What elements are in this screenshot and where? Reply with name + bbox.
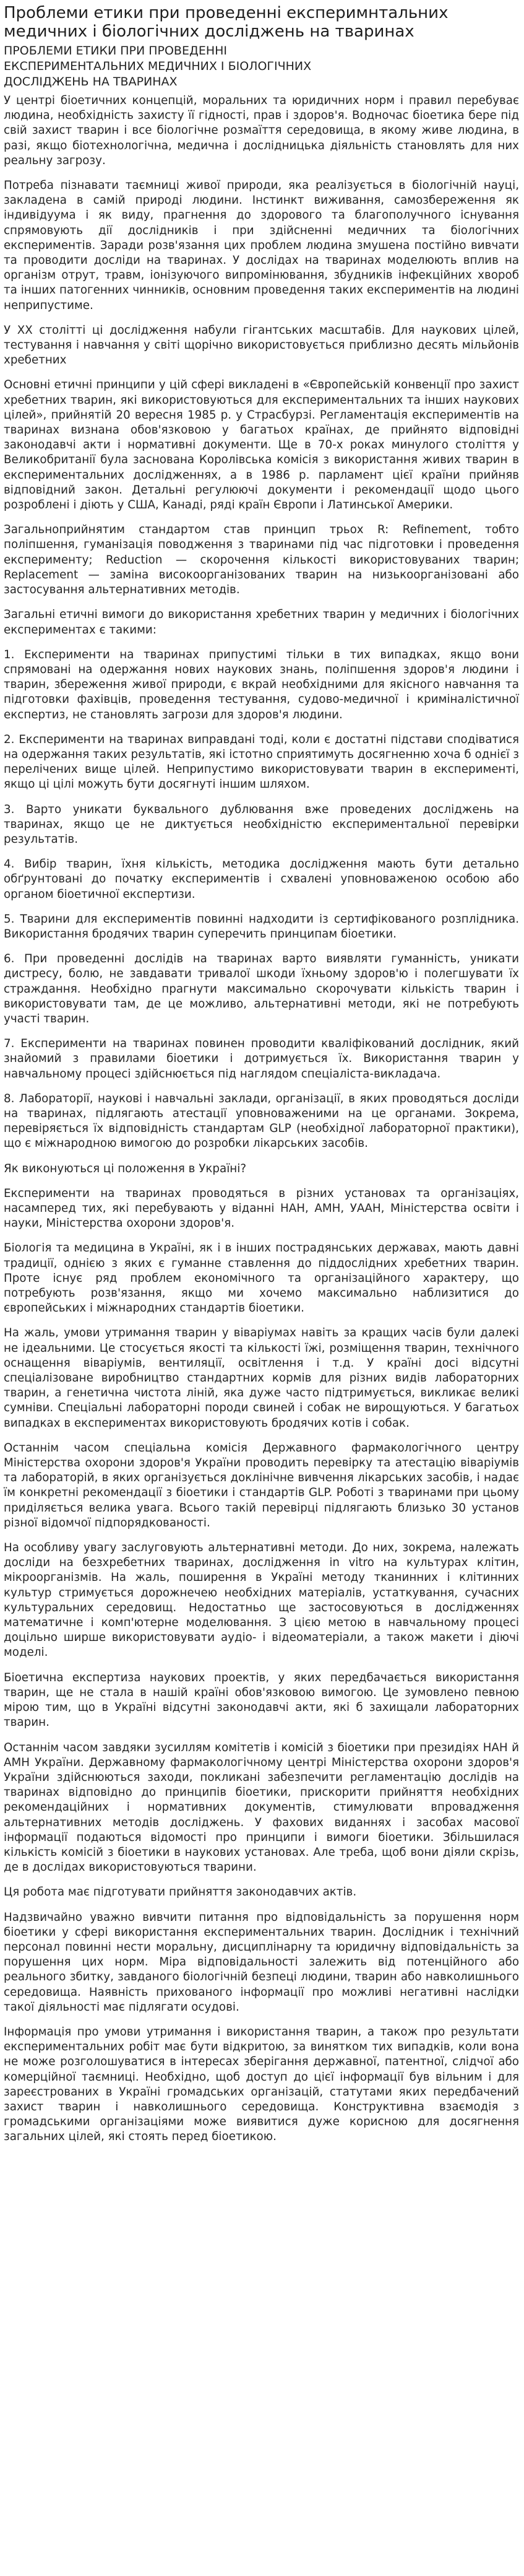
paragraph: 1. Експерименти на тваринах припустимі тільки в тих випадках, якщо вони спрямовані на одержання нових наукових знань, поліпшення здоров'я людини і тварин, збереження живої природи, є вкрай необхідними для якісного навчання та підготовки фахівців, проведення тестування, судово-медичної і криміналістичної експертиз, не становлять загрози для здоров'я людини. bbox=[4, 648, 519, 721]
paragraph: Ця робота має підготувати прийняття законодавчих актів. bbox=[4, 1886, 357, 1899]
paragraph: 3. Варто уникати буквального дублювання вже проведених досліджень на тваринах, якщо це не диктується необхідністю експериментальної перевірки результатів. bbox=[4, 803, 519, 846]
paragraph: 5. Тварини для експериментів повинні надходити із сертифікованого розплідника. Використання бродячих тварин суперечить принципам біоетики. bbox=[4, 912, 519, 941]
paragraph: Загальноприйнятим стандартом став принцип трьох R: Refinement, тобто поліпшення, гуманізація поводження з тваринами під час підготовки і проведення експерименту; Reduction — скорочення кількості використовуваних тварин; Replacement — заміна високоорганізованих тварин на низькоорганізовані або застосування альтернативних методів. bbox=[4, 523, 519, 597]
paragraph: 7. Експерименти на тваринах повинен проводити кваліфікований дослідник, який знайомий з правилами біоетики і дотримується їх. Використання тварин у навчальному процесі здійснюється під наглядом спеціаліста-викладача. bbox=[4, 1037, 519, 1081]
paragraph: Останнім часом завдяки зусиллям комітетів і комісій з біоетики при президіях НАН й АМН України. Державному фармакологічному центрі Міністерства охорони здоров'я України здійснюються заходи, покликані забезпечити регламентацію дослідів на тваринах відповідно до принципів біоетики, прискорити прийняття необхідних рекомендаційних і нормативних документів, стимулювати впровадження альтернативних методів досліджень. У фахових виданнях і засобах масової інформації подаються відомості про принципи і вимоги біоетики. Збільшилася кількість комісій з біоетики в наукових установах. Але треба, щоб вони діяли скрізь, де в дослідах використовуються тварини. bbox=[4, 1741, 519, 1874]
paragraph: Загальні етичні вимоги до використання хребетних тварин у медичних і біологічних експериментах є такими: bbox=[4, 608, 519, 637]
paragraph: 4. Вибір тварин, їхня кількість, методика дослідження мають бути детально обґрунтовані до початку експериментів і схвалені уповноваженою особою або органом біоетичної експертизи. bbox=[4, 858, 519, 901]
paragraph: Експерименти на тваринах проводяться в різних установах та організаціях, насамперед тих, які перебувають у віданні НАН, АМН, УААН, Міністерства освіти і науки, Міністерства охорони здоров'я. bbox=[4, 1186, 519, 1230]
paragraph: Останнім часом спеціальна комісія Державного фармакологічного центру Міністерства охорони здоров'я України проводить перевірку та атестацію віваріумів та лабораторій, в яких організується доклінічне вивчення лікарських засобів, і надає їм конкретні рекомендації з біоетики і стандартів GLP. Роботі з тваринами при цьому приділяється велика увага. Всього такій перевірці підлягають близько 30 установ різної відомчої підпорядкованості. bbox=[4, 1441, 519, 1530]
paragraph: На особливу увагу заслуговують альтернативні методи. До них, зокрема, належать досліди на безхребетних тваринах, дослідження in vitro на культурах клітин, мікроорганізмів. На жаль, поширення в Україні методу тканинних і клітинних культур стримується дорожнечею необхідних матеріалів, устаткування, сучасних культуральних середовищ. Недостатньо ще застосовуються в дослідженнях математичне і комп'ютерне моделювання. З цією метою в навчальному процесі доцільно ширше використовувати аудіо- і відеоматеріали, а також макети і діючі моделі. bbox=[4, 1541, 519, 1660]
paragraph: 8. Лабораторії, наукові і навчальні заклади, організації, в яких проводяться досліди на тваринах, підлягають атестації уповноваженими на це органами. Зокрема, перевіряється їх відповідність стандартам GLP (необхідної лабораторної практики), що є міжнародною вимогою до розробки лікарських засобів. bbox=[4, 1092, 519, 1151]
paragraph: Надзвичайно уважно вивчити питання про відповідальність за порушення норм біоетики у сфері використання експериментальних тварин. Дослідник і технічний персонал повинні нести моральну, дисциплінарну та юридичну відповідальність за порушення цих норм. Міра відповідальності залежить від потенційного або реального збитку, завданого біологічній безпеці людини, тварин або навколишнього середовища. Наявність прихованого інформації про можливі негативні наслідки такої діяльності має підлягати осудові. bbox=[4, 1910, 519, 2014]
article-body bbox=[4, 94, 519, 2145]
paragraph: Біологія та медицина в Україні, як і в інших пострадянських державах, мають давні традиції, однією з яких є гуманне ставлення до піддослідних хребетних тварин. Проте існує ряд проблем економічного та організаційного характеру, що потребують розв'язання, якщо ми хочемо максимально наблизитися до європейських і міжнародних стандартів біоетики. bbox=[4, 1242, 519, 1315]
paragraph: У центрі біоетичних концепцій, моральних та юридичних норм і правил перебуває людина, необхідність захисту її гідності, прав і здоров'я. Водночас біоетика бере під свій захист тварин і все біологічне розмаїття середовища, в якому живе людина, в разі, якщо біотехнологічна, медична і дослідницька діяльність становлять для них реальну загрозу. bbox=[4, 94, 519, 167]
paragraph: На жаль, умови утримання тварин у віваріумах навіть за кращих часів були далекі не ідеальними. Це стосується якості та кількості їжі, розміщення тварин, технічного оснащення віваріумів, вентиляції, освітлення і т.д. У країні досі відсутні спеціалізоване виробництво стандартних кормів для різних видів лабораторних тварин, а генетична чистота ліній, яка дуже часто підтримується, викликає великі сумніви. Спеціальні лабораторні породи свиней і собак не вирощуються. У багатьох випадках в експериментах використовують бродячих котів і собак. bbox=[4, 1326, 519, 1430]
paragraph: 2. Експерименти на тваринах виправдані тоді, коли є достатні підстави сподіватися на одержання таких результатів, які істотно сприятимуть досягненню хоча б однієї з перелічених вище цілей. Неприпустимо використовувати тварин в експерименті, якщо ці цілі можуть бути досягнуті іншим шляхом. bbox=[4, 733, 519, 791]
paragraph: Як виконуються ці положення в Україні? bbox=[4, 1162, 247, 1175]
paragraph: Основні етичні принципи у цій сфері викладені в «Європейській конвенції про захист хребетних тварин, які використовуються для експериментальних та інших наукових цілей», прийнятій 20 вересня 1985 р. у Страсбурзі. Регламентація експериментів на тваринах визнана обов'язковою у багатьох країнах, де прийнято відповідні законодавчі акти і нормативні документи. Ще в 70-х роках минулого століття у Великобританії була заснована Королівська комісія з використання живих тварин в експериментальних дослідженнях, а в 1986 р. парламент цієї країни прийняв відповідний закон. Детальні регулюючі документи і рекомендації щодо цього розроблені і діють у США, Канаді, ряді країн Європи і Латинської Америки. bbox=[4, 378, 519, 512]
paragraph: 6. При проведенні дослідів на тваринах варто виявляти гуманність, уникати дистресу, болю, не завдавати тривалої шкоди їхньому здоров'ю і полегшувати їх страждання. Необхідно прагнути максимально скорочувати кількість тварин і використовувати там, де це можливо, альтернативні методи, які не потребують участі тварин. bbox=[4, 952, 519, 1025]
paragraph: Потреба пізнавати таємниці живої природи, яка реалізується в біологічній науці, закладена в самій природі людини. Інстинкт виживання, самозбереження як індивідуума і як виду, прагнення до здорового та благополучного існування спрямовують дії дослідників і при здійсненні медичних та біологічних експериментів. Заради розв'язання цих проблем людина змушена постійно вивчати та проводити досліди на тваринах. У дослідах на тваринах моделюють вплив на організм отрут, травм, іонізуючого випромінювання, збудників інфекційних хвороб та інших патогенних чинників, основним проведення таких експериментів на людині неприпустиме. bbox=[4, 179, 519, 312]
article-subheading: ПРОБЛЕМИ ЕТИКИ ПРИ ПРОВЕДЕННІ ЕКСПЕРИМЕНТАЛЬНИХ МЕДИЧНИХ І БІОЛОГІЧНИХ ДОСЛІДЖЕНЬ НА ТВАРИНАХ bbox=[4, 44, 312, 89]
paragraph: Інформація про умови утримання і використання тварин, а також про результати експериментальних робіт має бути відкритою, за винятком тих випадків, коли вона не може розголошуватися в інтересах зберігання державної, патентної, слідчої або комерційної таємниці. Необхідно, щоб доступ до цієї інформації був вільним і для зареєстрованих в Україні громадських організацій, статутами яких передбачений захист тварин і навколишнього середовища. Конструктивна взаємодія з громадськими організаціями може виявитися дуже корисною для досягнення загальних цілей, які стоять перед біоетикою. bbox=[4, 2025, 519, 2144]
page-title: Проблеми етики при проведенні експеримнтальних медичних і біологічних досліджень на тваринах bbox=[4, 4, 449, 41]
paragraph: Біоетична експертиза наукових проектів, у яких передбачається використання тварин, ще не стала в нашій країні обов'язковою вимогою. Це зумовлено певною мірою тим, що в Україні відсутні законодавчі акти, які б захищали лабораторних тварин. bbox=[4, 1671, 519, 1730]
paragraph: У ХХ столітті ці дослідження набули гігантських масштабів. Для наукових цілей, тестування і навчання у світі щорічно використовується приблизно десять мільйонів хребетних bbox=[4, 323, 519, 367]
